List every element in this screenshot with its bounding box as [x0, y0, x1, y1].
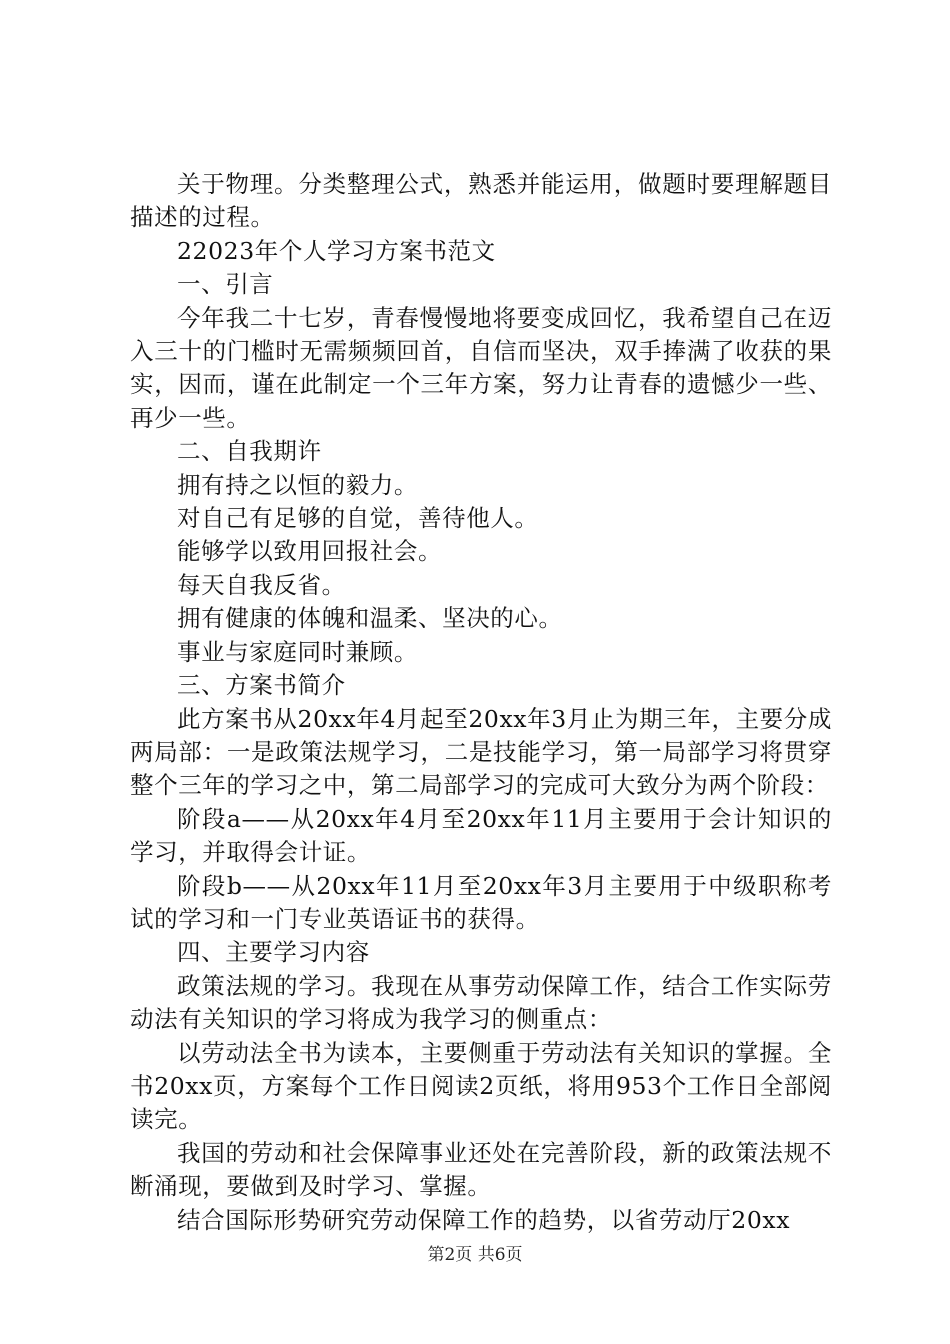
list-item: 每天自我反省。: [177, 570, 346, 599]
paragraph: 以劳动法全书为读本，主要侧重于劳动法有关知识的掌握。全书20xx页，方案每个工作日阅读2页纸，将用953个工作日全部阅读完。: [130, 1038, 832, 1134]
list-item: 事业与家庭同时兼顾。: [177, 637, 418, 666]
section-heading: 三、方案书简介: [177, 671, 346, 700]
paragraph: 我国的劳动和社会保障事业还处在完善阶段，新的政策法规不断涌现，要做到及时学习、掌握。: [130, 1138, 832, 1201]
list-item: 拥有健康的体魄和温柔、坚决的心。: [177, 604, 563, 633]
list-item: 能够学以致用回报社会。: [177, 537, 443, 566]
paragraph: 阶段b——从20xx年11月至20xx年3月主要用于中级职称考试的学习和一门专业英语证书的获得。: [130, 871, 832, 933]
page-number: 第2页 共6页: [427, 1245, 523, 1265]
list-item: 对自己有足够的自觉，善待他人。: [177, 504, 539, 533]
paragraph: 今年我二十七岁，青春慢慢地将要变成回忆，我希望自己在迈入三十的门槛时无需频频回首，自信而坚决，双手捧满了收获的果实，因而，谨在此制定一个三年方案，努力让青春的遗憾少一些、再少一些。: [130, 303, 832, 432]
paragraph: 此方案书从20xx年4月起至20xx年3月止为期三年，主要分成两局部：一是政策法规学习，二是技能学习，第一局部学习将贯穿整个三年的学习之中，第二局部学习的完成可大致分为两个阶段：: [130, 704, 832, 800]
section-heading: 一、引言: [177, 270, 274, 299]
section-heading: 四、主要学习内容: [177, 938, 370, 967]
paragraph: 政策法规的学习。我现在从事劳动保障工作，结合工作实际劳动法有关知识的学习将成为我学习的侧重点：: [130, 971, 832, 1034]
list-item: 拥有持之以恒的毅力。: [177, 470, 418, 499]
section-heading: 二、自我期许: [177, 437, 322, 466]
section-title: 22023年个人学习方案书范文: [177, 236, 496, 265]
paragraph: 阶段a——从20xx年4月至20xx年11月主要用于会计知识的学习，并取得会计证。: [130, 804, 832, 867]
paragraph: 关于物理。分类整理公式，熟悉并能运用，做题时要理解题目描述的过程。: [130, 170, 832, 232]
paragraph: 结合国际形势研究劳动保障工作的趋势，以省劳动厅20xx: [177, 1205, 791, 1234]
document-body: [130, 168, 832, 1237]
page-footer: [0, 1244, 950, 1266]
